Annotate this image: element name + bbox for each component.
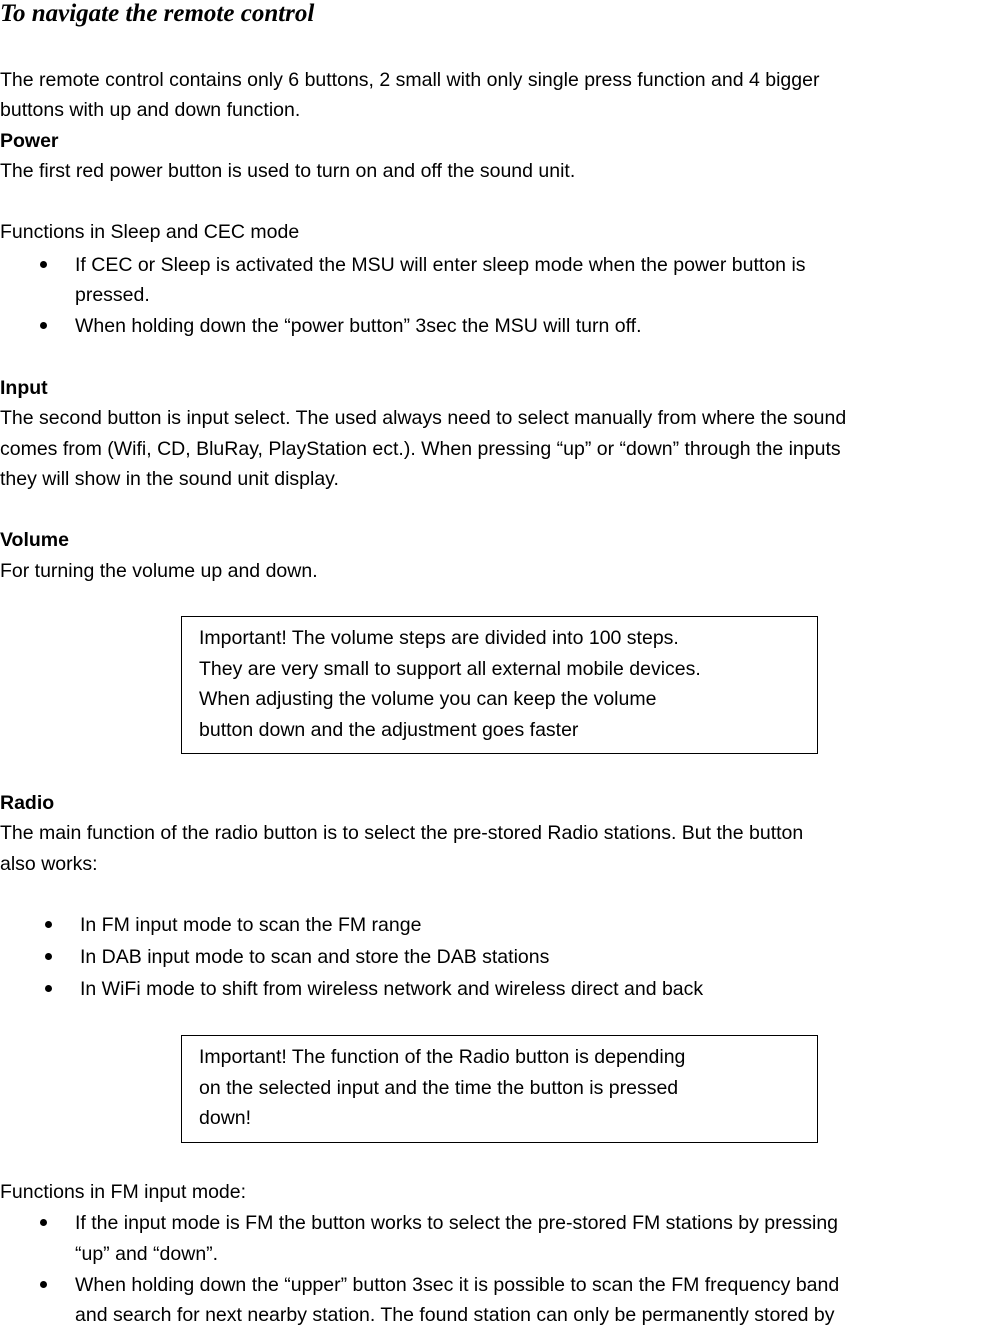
note-line: Important! The volume steps are divided into 100 steps.: [199, 627, 679, 649]
list-item-text: In FM input mode to scan the FM range: [80, 914, 422, 936]
bullet-icon: [45, 953, 52, 960]
note-line: down!: [199, 1107, 252, 1129]
bullet-icon: [45, 921, 52, 928]
input-heading: Input: [0, 377, 48, 399]
radio-line-1: The main function of the radio button is to select the pre-stored Radio stations. But the button: [0, 822, 804, 844]
list-item-text: When holding down the “power button” 3sec the MSU will turn off.: [75, 315, 642, 337]
power-text: The first red power button is used to turn on and off the sound unit.: [0, 160, 576, 182]
list-item-text: In WiFi mode to shift from wireless network and wireless direct and back: [80, 978, 704, 1000]
bullet-icon: [40, 1219, 47, 1226]
list-item-text: When holding down the “upper” button 3sec it is possible to scan the FM frequency band: [75, 1274, 840, 1296]
bullet-icon: [45, 985, 52, 992]
bullet-icon: [40, 261, 47, 268]
radio-heading: Radio: [0, 792, 55, 814]
page-title: To navigate the remote control: [0, 0, 315, 27]
volume-text: For turning the volume up and down.: [0, 560, 318, 582]
fm-mode-heading: Functions in FM input mode:: [0, 1181, 247, 1203]
list-item-text: “up” and “down”.: [75, 1243, 219, 1265]
input-line-2: comes from (Wifi, CD, BluRay, PlayStation ect.). When pressing “up” or “down” through the inputs: [0, 438, 841, 460]
note-line: When adjusting the volume you can keep the volume: [199, 688, 657, 710]
list-item-text: If the input mode is FM the button works to select the pre-stored FM stations by pressing: [75, 1212, 839, 1234]
intro-line-1: The remote control contains only 6 buttons, 2 small with only single press function and 4 bigger: [0, 69, 820, 91]
volume-heading: Volume: [0, 529, 69, 551]
bullet-icon: [40, 322, 47, 329]
radio-important-note: [181, 1035, 818, 1143]
radio-line-2: also works:: [0, 853, 98, 875]
list-item-text: and search for next nearby station. The found station can only be permanently stored by: [75, 1304, 835, 1326]
input-line-1: The second button is input select. The used always need to select manually from where the sound: [0, 407, 847, 429]
input-line-3: they will show in the sound unit display.: [0, 468, 339, 490]
bullet-icon: [40, 1281, 47, 1288]
list-item-text: If CEC or Sleep is activated the MSU will enter sleep mode when the power button is: [75, 254, 806, 276]
intro-line-2: buttons with up and down function.: [0, 99, 301, 121]
list-item-text: In DAB input mode to scan and store the DAB stations: [80, 946, 550, 968]
power-heading: Power: [0, 130, 59, 152]
note-line: button down and the adjustment goes faster: [199, 718, 579, 741]
note-line: They are very small to support all external mobile devices.: [199, 657, 701, 680]
sleep-cec-heading: Functions in Sleep and CEC mode: [0, 221, 300, 243]
note-line: on the selected input and the time the button is pressed: [199, 1076, 679, 1099]
note-line: Important! The function of the Radio button is depending: [199, 1046, 686, 1068]
list-item-text: pressed.: [75, 284, 150, 306]
volume-important-note: [181, 616, 818, 754]
